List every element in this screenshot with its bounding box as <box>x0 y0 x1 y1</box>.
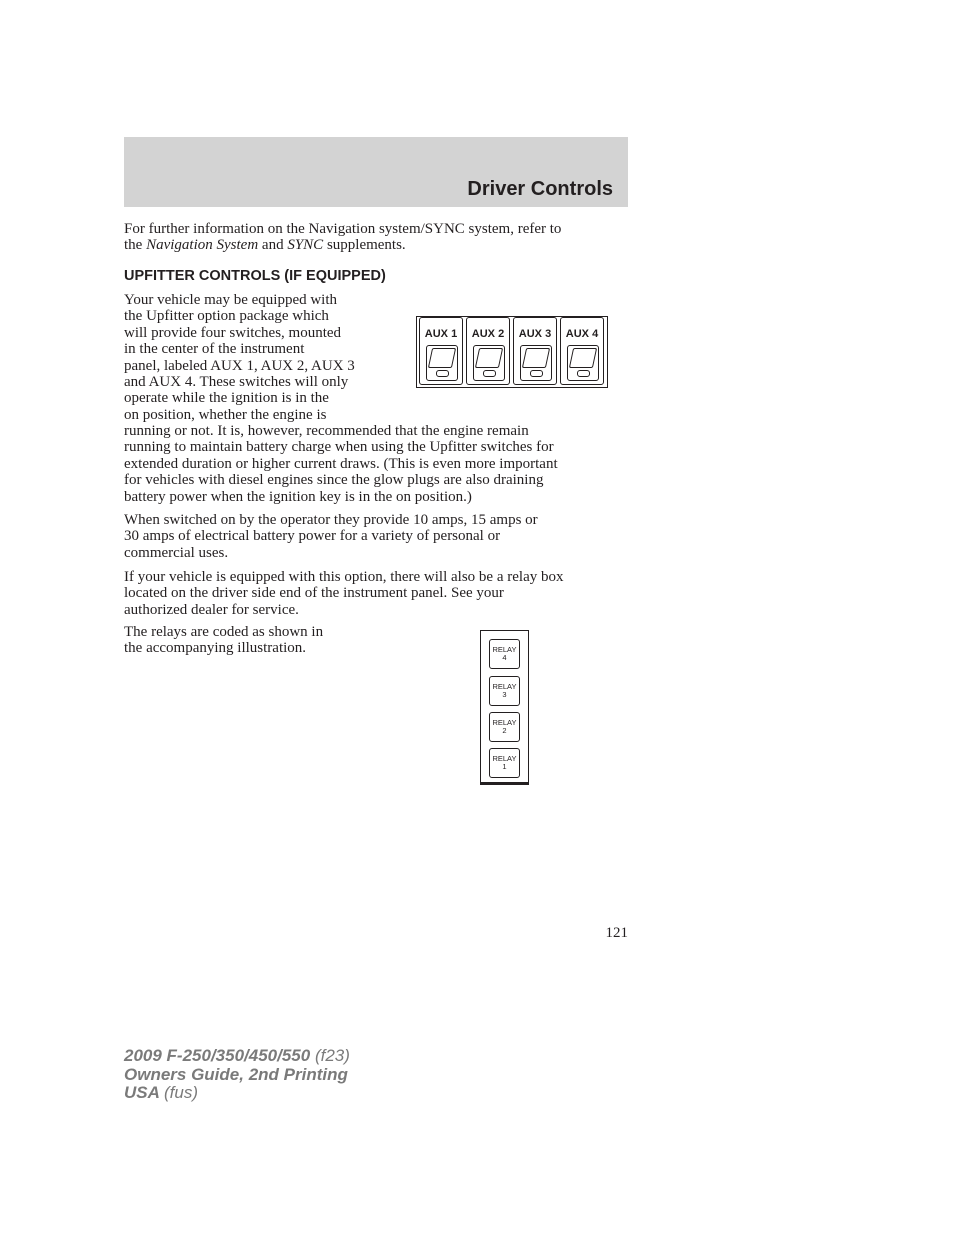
rocker-icon <box>473 345 505 381</box>
footer-guide: Owners Guide, 2nd Printing <box>124 1064 348 1084</box>
rocker-icon <box>426 345 458 381</box>
relay-2: RELAY 2 <box>489 712 520 742</box>
upfitter-heading: UPFITTER CONTROLS (IF EQUIPPED) <box>124 268 386 284</box>
aux-switch-label: AUX 2 <box>471 328 505 340</box>
footer-region: USA <box>124 1083 160 1102</box>
relay-box-illustration <box>480 630 529 783</box>
footer-model-code: (f23) <box>314 1046 350 1065</box>
section-title: Driver Controls <box>467 178 613 200</box>
document-footer <box>124 1047 350 1103</box>
aux-switches-illustration <box>416 316 608 388</box>
intro-line-1: For further information on the Navigation system/SYNC system, refer to <box>124 221 562 237</box>
aux-2-switch <box>466 317 510 385</box>
section-header-band <box>124 137 628 207</box>
indicator-led-icon <box>577 370 590 377</box>
footer-model: 2009 F-250/350/450/550 <box>124 1046 311 1065</box>
aux-switch-label: AUX 1 <box>424 328 458 340</box>
relay-4: RELAY 4 <box>489 639 520 669</box>
aux-switch-label: AUX 4 <box>565 328 599 340</box>
upfitter-paragraph-full: running or not. It is, however, recommended that the engine remain running to maintain battery charge when using the Upfitter switches for extended duration or higher current draws. (This is even more important for vehicles with diesel engines since the glow plugs are also draining battery power when the ignition key is in the on position.) <box>124 423 558 505</box>
relay-3: RELAY 3 <box>489 676 520 706</box>
page-number: 121 <box>605 925 628 941</box>
aux-1-switch <box>419 317 463 385</box>
sync-reference: SYNC <box>287 237 324 254</box>
aux-switch-label: AUX 3 <box>518 328 552 340</box>
indicator-led-icon <box>530 370 543 377</box>
rocker-icon <box>520 345 552 381</box>
intro-paragraph: For further information on the Navigation system/SYNC system, refer to the Navigation System and SYNC supplements. <box>124 221 562 254</box>
upfitter-paragraph-narrow: Your vehicle may be equipped with the Upfitter option package which will provide four switches, mounted in the center of the instrument panel, labeled AUX 1, AUX 2, AUX 3 and AUX 4. These switches will only operate while the ignition is in the on position, whether the engine is <box>124 292 355 423</box>
relay-1: RELAY 1 <box>489 748 520 778</box>
amperage-paragraph: When switched on by the operator they provide 10 amps, 15 amps or 30 amps of electrical battery power for a variety of personal or commercial uses. <box>124 512 538 561</box>
aux-4-switch <box>560 317 604 385</box>
footer-region-code: (fus) <box>164 1083 198 1102</box>
relay-box-paragraph: If your vehicle is equipped with this option, there will also be a relay box located on the driver side end of the instrument panel. See your authorized dealer for service. <box>124 569 564 618</box>
indicator-led-icon <box>483 370 496 377</box>
indicator-led-icon <box>436 370 449 377</box>
navigation-system-reference: Navigation System <box>146 237 259 254</box>
rocker-icon <box>567 345 599 381</box>
relay-coding-paragraph: The relays are coded as shown in the accompanying illustration. <box>124 624 324 657</box>
aux-3-switch <box>513 317 557 385</box>
